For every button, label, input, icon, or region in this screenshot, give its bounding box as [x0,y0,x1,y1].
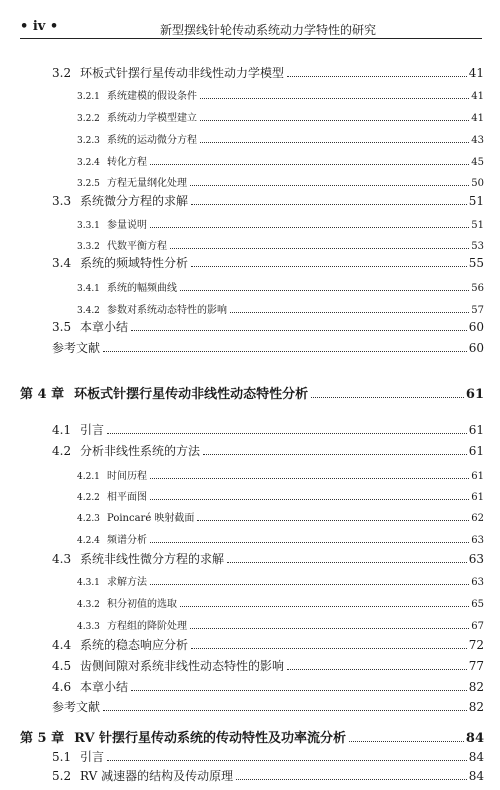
toc-entry-section [52,550,484,567]
toc-entry-section [52,636,484,653]
toc-title: 参量说明 [107,220,147,231]
toc-entry-subsection [77,237,484,252]
toc-entry-section [52,442,484,459]
toc-number: 4.2.3 [77,514,100,524]
toc-entry-chapter [20,383,484,402]
toc-title: RV 减速器的结构及传动原理 [80,769,234,783]
toc-page: 60 [468,341,484,355]
toc-title: 本章小结 [80,320,129,334]
toc-number: 4.2.1 [77,472,100,482]
toc-number: 3.4 [52,256,72,270]
toc-leader [150,498,469,500]
toc-title: 引言 [80,423,105,437]
toc-title: 引言 [80,750,105,764]
toc-leader [227,561,467,563]
toc-number: 4.3.3 [77,622,100,632]
toc-chapter-number: 第 5 章 [20,731,65,746]
toc-number: 4.6 [52,680,72,694]
toc-entry-subsection [77,531,484,546]
toc-leader [150,226,469,228]
toc-entry-subsection [77,617,484,632]
toc-leader [349,740,464,742]
toc-leader [150,477,469,479]
toc-title: 积分初值的选取 [107,599,177,610]
toc-entry-section [52,678,484,695]
toc-number: 3.4.1 [77,284,100,294]
toc-leader [200,119,469,121]
toc-number: 3.2.1 [77,92,100,102]
page-number: • iv • [20,19,59,34]
toc-title: 系统微分方程的求解 [80,194,189,208]
toc-entry-subsection [77,595,484,610]
toc-page: 63 [468,552,484,566]
toc-title: 参考文献 [52,341,101,355]
toc-number: 4.5 [52,659,72,673]
toc-title: 代数平衡方程 [107,241,167,252]
toc-page: 61 [465,387,484,402]
toc-leader [311,396,464,398]
toc-entry-subsection [77,131,484,146]
toc-page: 72 [468,638,484,652]
toc-title: 系统动力学模型建立 [107,113,197,124]
toc-number: 3.3.1 [77,221,100,231]
toc-entry-subsection [77,174,484,189]
toc-number: 4.3 [52,552,72,566]
running-header [20,14,482,39]
toc-title: 环板式针摆行星传动非线性动力学模型 [80,66,285,80]
toc-page: 61 [471,471,484,482]
toc-leader [150,583,469,585]
toc-number: 5.2 [52,769,72,783]
toc-page: 61 [468,423,484,437]
toc-leader [191,203,467,205]
toc-page: 60 [468,320,484,334]
toc-leader [190,627,469,629]
toc-entry-subsection [77,153,484,168]
toc-title: 相平面图 [107,492,147,503]
toc-leader [180,605,469,607]
toc-title: 参考文献 [52,700,101,714]
toc-title: 系统的稳态响应分析 [80,638,189,652]
toc-page: 55 [468,256,484,270]
toc-title: RV 针摆行星传动系统的传动特性及功率流分析 [74,731,347,746]
toc-page: 41 [468,66,484,80]
toc-number: 3.2.3 [77,136,100,146]
toc-entry-subsection [77,216,484,231]
book-title: 新型摆线针轮传动系统动力学特性的研究 [160,23,377,37]
toc-leader [150,541,469,543]
toc-title: 分析非线性系统的方法 [80,444,201,458]
toc-leader [180,289,469,291]
toc-title: 时间历程 [107,471,147,482]
toc-page: 43 [471,135,484,146]
toc-page: 82 [468,680,484,694]
toc-number: 3.3 [52,194,72,208]
toc-number: 4.2.4 [77,536,100,546]
toc-leader [236,778,467,780]
toc-entry-subsection [77,109,484,124]
toc-leader [170,247,469,249]
toc-page: 56 [471,283,484,294]
toc-title: 齿侧间隙对系统非线性动态特性的影响 [80,659,285,673]
toc-leader [107,759,467,761]
toc-entry-section [52,767,484,784]
toc-entry-chapter [20,727,484,746]
toc-title: 环板式针摆行星传动非线性动态特性分析 [74,387,309,402]
toc-page: 61 [471,492,484,503]
toc-leader [191,647,467,649]
toc-entry-subsection [77,467,484,482]
toc-entry-subsection [77,488,484,503]
toc-page: 41 [471,91,484,102]
toc-entry-subsection [77,573,484,588]
toc-title: 系统的频域特性分析 [80,256,189,270]
toc-number: 4.1 [52,423,72,437]
toc-number: 4.3.1 [77,578,100,588]
toc-number: 5.1 [52,750,72,764]
toc-page: 63 [471,535,484,546]
toc-page: 41 [471,113,484,124]
toc-number: 3.4.2 [77,306,100,316]
toc-page: 84 [468,750,484,764]
toc-number: 3.2.4 [77,158,100,168]
toc-number: 3.3.2 [77,242,100,252]
toc-entry-section [52,318,484,335]
toc-title: 系统建模的假设条件 [107,91,197,102]
toc-number: 3.5 [52,320,72,334]
toc-leader [131,689,467,691]
toc-title: 系统的幅频曲线 [107,283,177,294]
toc-page: 51 [471,220,484,231]
toc-entry-references [52,339,484,356]
toc-entry-section [52,254,484,271]
toc-title: 本章小结 [80,680,129,694]
toc-leader [103,350,467,352]
toc-entry-subsection [77,279,484,294]
toc-page: 57 [471,305,484,316]
toc-page: 53 [471,241,484,252]
toc-page: 62 [471,513,484,524]
toc-entry-section [52,657,484,674]
toc-page: 67 [471,621,484,632]
toc-title: Poincaré 映射截面 [107,513,195,524]
toc-title: 系统非线性微分方程的求解 [80,552,225,566]
toc-page: 84 [468,769,484,783]
toc-entry-references [52,698,484,715]
toc-page: 84 [465,731,484,746]
toc-leader [203,453,467,455]
toc-title: 系统的运动微分方程 [107,135,197,146]
toc-leader [230,311,469,313]
toc-leader [103,709,467,711]
toc-entry-subsection [77,87,484,102]
toc-number: 3.2.2 [77,114,100,124]
toc-page: 50 [471,178,484,189]
toc-leader [287,75,467,77]
toc-entry-section [52,64,484,81]
toc-title: 方程无量纲化处理 [107,178,187,189]
toc-title: 方程组的降阶处理 [107,621,187,632]
toc-number: 4.4 [52,638,72,652]
toc-leader [200,141,469,143]
toc-number: 3.2 [52,66,72,80]
toc-page: 45 [471,157,484,168]
toc-leader [190,184,469,186]
toc-entry-section [52,421,484,438]
toc-leader [287,668,467,670]
toc-leader [197,519,469,521]
toc-chapter-number: 第 4 章 [20,387,65,402]
toc-leader [191,265,467,267]
toc-page: 65 [471,599,484,610]
toc-number: 4.2.2 [77,493,100,503]
toc-page: 51 [468,194,484,208]
toc-page: 63 [471,577,484,588]
toc-number: 4.3.2 [77,600,100,610]
toc-entry-subsection [77,509,484,524]
toc-page: 61 [468,444,484,458]
toc-title: 参数对系统动态特性的影响 [107,305,227,316]
toc-title: 频谱分析 [107,535,147,546]
toc-entry-section [52,192,484,209]
toc-number: 4.2 [52,444,72,458]
toc-page: 82 [468,700,484,714]
toc-leader [107,432,467,434]
toc-entry-section [52,748,484,765]
toc-page: 77 [468,659,484,673]
toc-title: 求解方法 [107,577,147,588]
toc-leader [200,97,469,99]
toc-title: 转化方程 [107,157,147,168]
toc-leader [131,329,467,331]
toc-entry-subsection [77,301,484,316]
toc-number: 3.2.5 [77,179,100,189]
toc-leader [150,163,469,165]
